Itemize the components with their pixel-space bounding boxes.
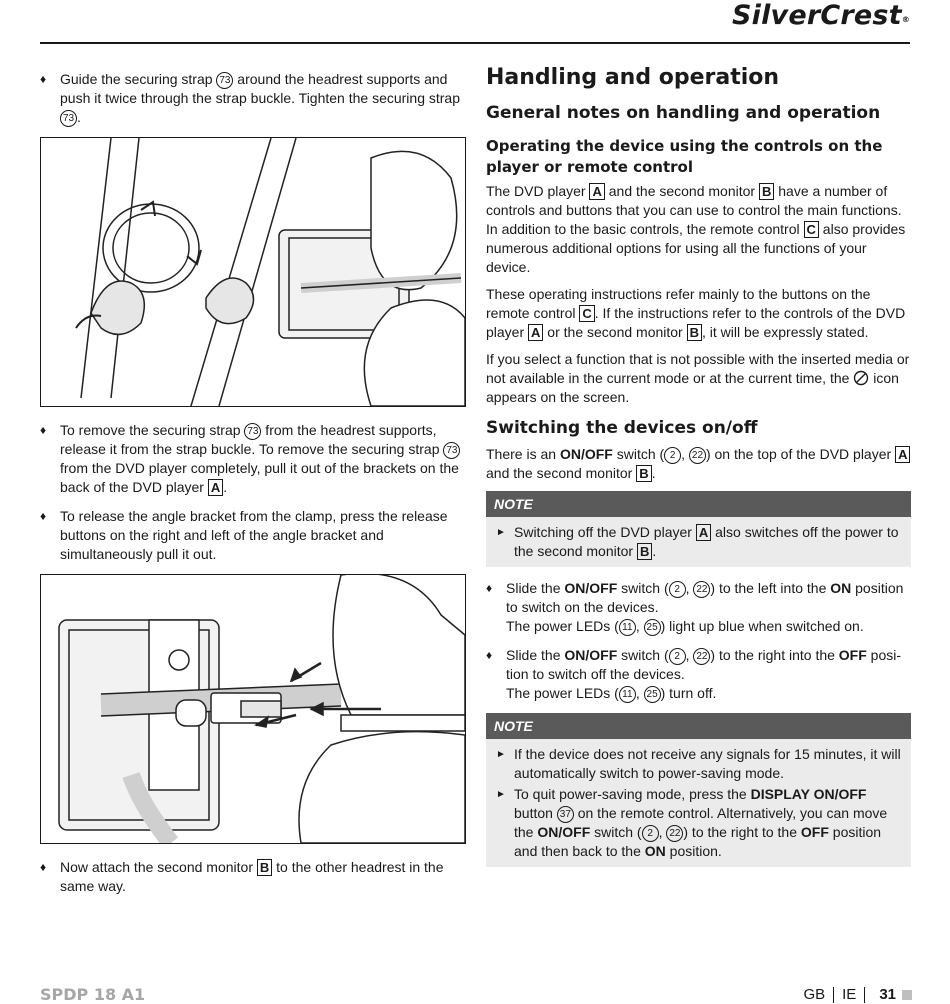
- strap-illustration: [40, 137, 466, 407]
- subsection-title: Switching the devices on/off: [486, 418, 758, 438]
- brand-logo: SilverCrest®: [731, 0, 910, 31]
- left-column: [40, 70, 466, 906]
- note-box: [486, 491, 911, 567]
- not-available-icon: [853, 370, 869, 386]
- divider: [864, 987, 865, 1003]
- diamond-bullet-icon: ♦: [40, 423, 47, 437]
- list-item: ♦ Now attach the second monitor B to the other headrest in the same way.: [40, 859, 444, 894]
- note-box: [486, 713, 911, 867]
- diamond-bullet-icon: ♦: [40, 860, 47, 874]
- note-label: NOTE: [486, 713, 911, 739]
- diamond-bullet-icon: ♦: [486, 581, 493, 595]
- subsubsection-title: Operating the device using the controls on the player or remote control: [486, 137, 883, 176]
- language-code: GB: [803, 986, 826, 1003]
- language-code: IE: [842, 986, 857, 1003]
- diamond-bullet-icon: ♦: [40, 509, 47, 523]
- model-number: SPDP 18 A1: [40, 985, 146, 1004]
- note-label: NOTE: [486, 491, 911, 517]
- section-title: Handling and operation: [486, 65, 780, 90]
- registered-mark-icon: ®: [901, 15, 910, 24]
- note-item: ► To quit power-saving mode, press the DISPLAY ON/OFF button 37 on the remote control. Alternatively, you can move the ON/OFF switch ( 2 , 22 ) to the right to the OFF position and then back to the ON position.: [496, 786, 888, 859]
- angle-bracket-release-icon: [41, 575, 465, 843]
- triangle-bullet-icon: ►: [496, 749, 506, 760]
- list-item: ♦ Slide the ON/OFF switch ( 2 , 22 ) to the left into the ON position to switch on the devices. The power LEDs ( 11 , 25 ) light up blue when switched on.: [486, 580, 904, 634]
- triangle-bullet-icon: ►: [496, 527, 506, 538]
- paragraph: If you select a function that is not possible with the inserted media or not available in the current mode or at the current time, the icon appears on the screen.: [486, 351, 910, 405]
- right-column: [486, 64, 911, 879]
- paragraph: There is an ON/OFF switch ( 2 , 22 ) on the top of the DVD player A and the second monitor B .: [486, 445, 911, 483]
- note-item: ► If the device does not receive any signals for 15 minutes, it will automatically switch to power-saving mode.: [496, 746, 901, 781]
- diamond-bullet-icon: ♦: [486, 648, 493, 662]
- subsection-title: General notes on handling and operation: [486, 103, 881, 123]
- square-marker-icon: [902, 990, 912, 1000]
- diamond-bullet-icon: ♦: [40, 72, 47, 86]
- note-item: ► Switching off the DVD player A also switches off the power to the second monitor B .: [496, 524, 899, 559]
- page-footer: [803, 985, 912, 1004]
- triangle-bullet-icon: ►: [496, 789, 506, 800]
- strap-headrest-icon: [41, 138, 465, 406]
- list-item: ♦ Slide the ON/OFF switch ( 2 , 22 ) to the right into the OFF position to switch off the devices. The power LEDs ( 11 , 25 ) turn off.: [486, 647, 902, 701]
- page-number: 31: [879, 986, 896, 1003]
- bracket-illustration: [40, 574, 466, 844]
- paragraph: These operating instructions refer mainly to the buttons on the remote control C . If the instructions refer to the controls of the DVD player A or the second monitor B , it will be expressly stated.: [486, 286, 906, 340]
- list-item: ♦ Guide the securing strap 73 around the headrest supports and push it twice through the strap buckle. Tighten the securing strap 73 .: [40, 71, 461, 125]
- list-item: ♦ To remove the securing strap 73 from the headrest supports, release it from the strap buckle. To remove the securing strap 73 from the DVD player completely, pull it out of the brackets on the back of the DVD player A .: [40, 422, 459, 495]
- paragraph: The DVD player A and the second monitor B have a number of controls and buttons that you can use to control the main functions. In addition to the basic controls, the remote control C also provides numerous additional options for using all the functions of your device.: [486, 183, 906, 275]
- page-header: [40, 0, 910, 44]
- list-item: ♦ To release the angle bracket from the clamp, press the release buttons on the right and left of the angle bracket and simultaneously pull it out.: [40, 508, 448, 562]
- divider: [833, 987, 834, 1003]
